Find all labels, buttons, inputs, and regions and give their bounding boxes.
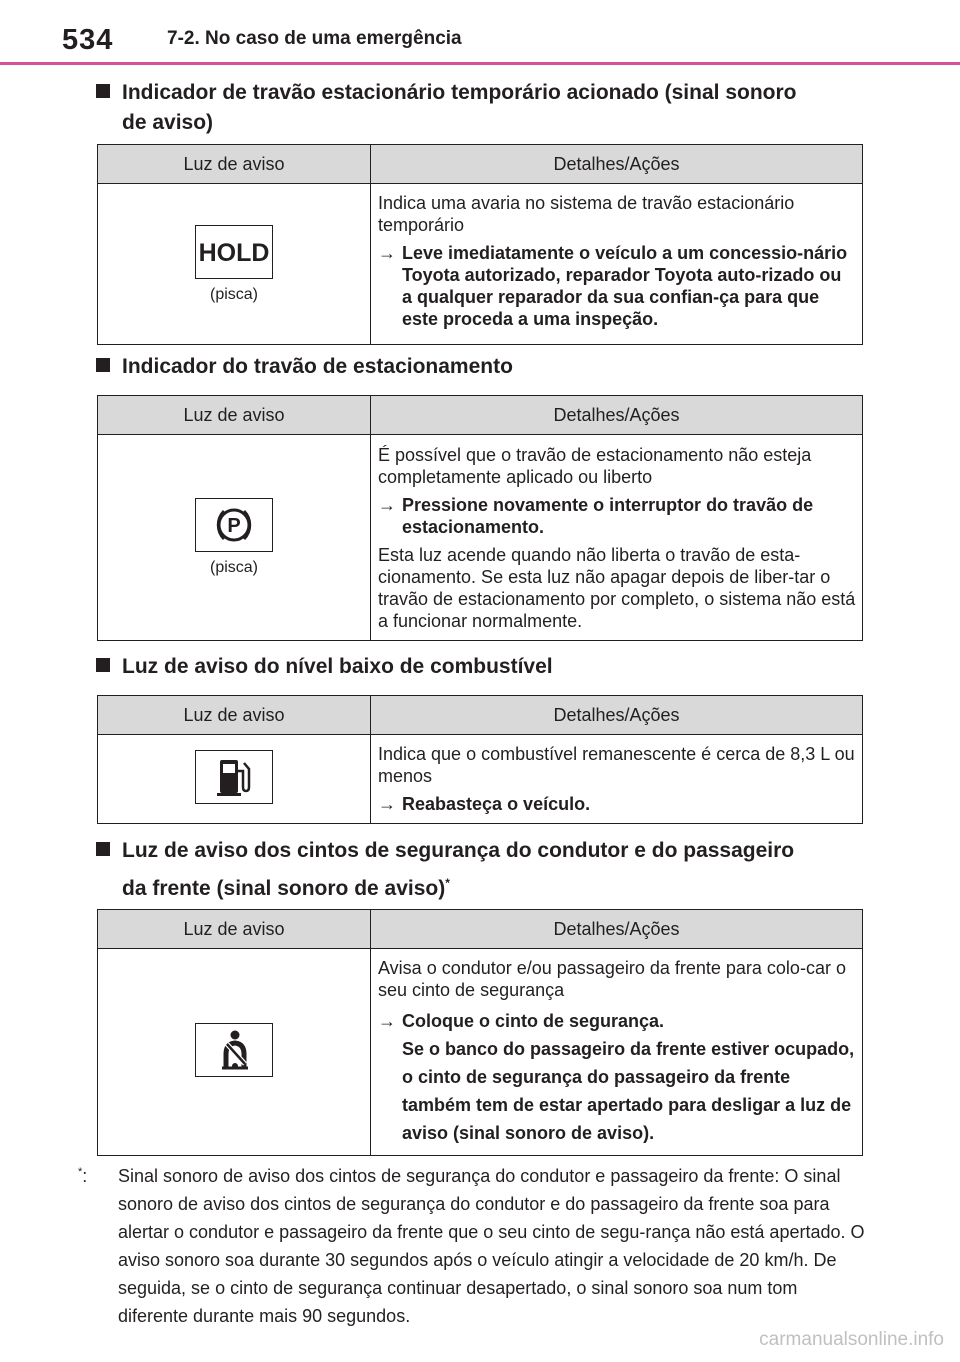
footnote-marker: * (78, 1166, 83, 1178)
footnote-text: Sinal sonoro de aviso dos cintos de segurança do condutor e passageiro da frente: O sinal sonoro de aviso dos cintos de segurança do condutor e do passageiro da frente soa para alertar o condutor e passageiro da frente que o seu cinto de segu-rança não está apertado. O aviso sonoro soa durante 30 segundos após o veículo atingir a velocidade de 20 km/h. De seguida, se o cinto de segurança continuar desapertado, o sinal sonoro soa num tom diferente durante mais 90 segundos. (118, 1166, 865, 1326)
description-text: Indica uma avaria no sistema de travão estacionário temporário (378, 193, 795, 235)
section-title-line: da frente (sinal sonoro de aviso) (122, 877, 446, 900)
warning-table-hold (97, 144, 863, 345)
details-cell (371, 435, 863, 641)
page-header (0, 0, 960, 64)
icon-cell (98, 949, 371, 1156)
icon-cell (98, 435, 371, 641)
parking-brake-icon (195, 498, 273, 552)
section-title-line: Luz de aviso do nível baixo de combustível (122, 655, 553, 678)
description-text: É possível que o travão de estacionamento não esteja completamente aplicado ou liberto (378, 444, 812, 487)
section-title-parking-brake (96, 352, 876, 382)
action-text (378, 793, 856, 815)
details-cell (371, 184, 863, 345)
action-text (378, 1007, 856, 1035)
section-title-line: de aviso) (122, 111, 214, 134)
header-divider (0, 62, 960, 65)
column-header-details: Detalhes/Ações (371, 145, 863, 184)
column-header-warning-light: Luz de aviso (98, 145, 371, 184)
section-title-fuel (96, 652, 876, 682)
icon-caption: (pisca) (209, 285, 258, 303)
section-title-line: Indicador do travão de estacionamento (122, 355, 513, 378)
column-header-warning-light: Luz de aviso (98, 396, 371, 435)
arrow-icon: → (378, 494, 396, 515)
action-text (378, 242, 856, 330)
svg-text:P: P (227, 515, 241, 537)
action-label: Pressione novamente o interruptor do travão de estacionamento. (402, 494, 814, 537)
icon-caption: (pisca) (209, 559, 258, 576)
arrow-icon: → (378, 1011, 396, 1031)
watermark: carmanualsonline.info (759, 1329, 944, 1350)
column-header-warning-light: Luz de aviso (98, 910, 371, 949)
column-header-details: Detalhes/Ações (371, 910, 863, 949)
action-label: Reabasteça o veículo. (402, 794, 591, 814)
footnote (78, 1158, 868, 1330)
action-label: Coloque o cinto de segurança. (402, 1011, 665, 1031)
icon-cell (98, 184, 371, 345)
action-text (378, 494, 856, 538)
bullet-square-icon (96, 842, 110, 856)
column-header-details: Detalhes/Ações (371, 696, 863, 735)
arrow-icon: → (378, 243, 396, 263)
footnote-marker: * (445, 876, 450, 890)
column-header-details: Detalhes/Ações (371, 396, 863, 435)
seatbelt-icon (195, 1023, 273, 1077)
bullet-square-icon (96, 658, 110, 672)
action-detail-text: Se o banco do passageiro da frente estiver ocupado, o cinto de segurança do passageiro da frente também tem de estar apertado para desligar a luz de aviso (sinal sonoro de aviso). (402, 1039, 855, 1143)
details-cell (371, 949, 863, 1156)
description-text: Indica que o combustível remanescente é cerca de 8,3 L ou menos (378, 744, 855, 786)
arrow-icon: → (378, 794, 396, 814)
hold-icon (195, 225, 273, 279)
chapter-title: 7-2. No caso de uma emergência (167, 28, 462, 49)
warning-table-fuel (97, 695, 863, 824)
warning-table-parking-brake (97, 395, 863, 641)
section-title-line: Indicador de travão estacionário temporário acionado (sinal sonoro (122, 81, 797, 104)
details-cell (371, 735, 863, 824)
fuel-pump-icon (195, 750, 273, 804)
column-header-warning-light: Luz de aviso (98, 696, 371, 735)
icon-cell (98, 735, 371, 824)
section-title-line: Luz de aviso dos cintos de segurança do condutor e do passageiro (122, 839, 795, 862)
description-text: Avisa o condutor e/ou passageiro da frente para colo-car o seu cinto de segurança (378, 958, 846, 1000)
svg-text:HOLD: HOLD (198, 238, 270, 267)
footnote-colon: : (82, 1166, 88, 1186)
note-text: Esta luz acende quando não liberta o travão de esta-cionamento. Se esta luz não apagar depois de liber-tar o travão de estacionamento por completo, o sistema não está a funcionar normalmente. (378, 544, 856, 631)
bullet-square-icon (96, 84, 110, 98)
bullet-square-icon (96, 358, 110, 372)
action-label: Leve imediatamente o veículo a um concessio-nário Toyota autorizado, reparador Toyota auto-rizado ou a qualquer reparador da sua confian-ça para que este proceda a uma inspeção. (402, 243, 848, 329)
page-number: 534 (62, 24, 114, 56)
warning-table-seatbelt (97, 909, 863, 1156)
section-title-hold (96, 78, 876, 138)
section-title-seatbelt (96, 836, 876, 906)
